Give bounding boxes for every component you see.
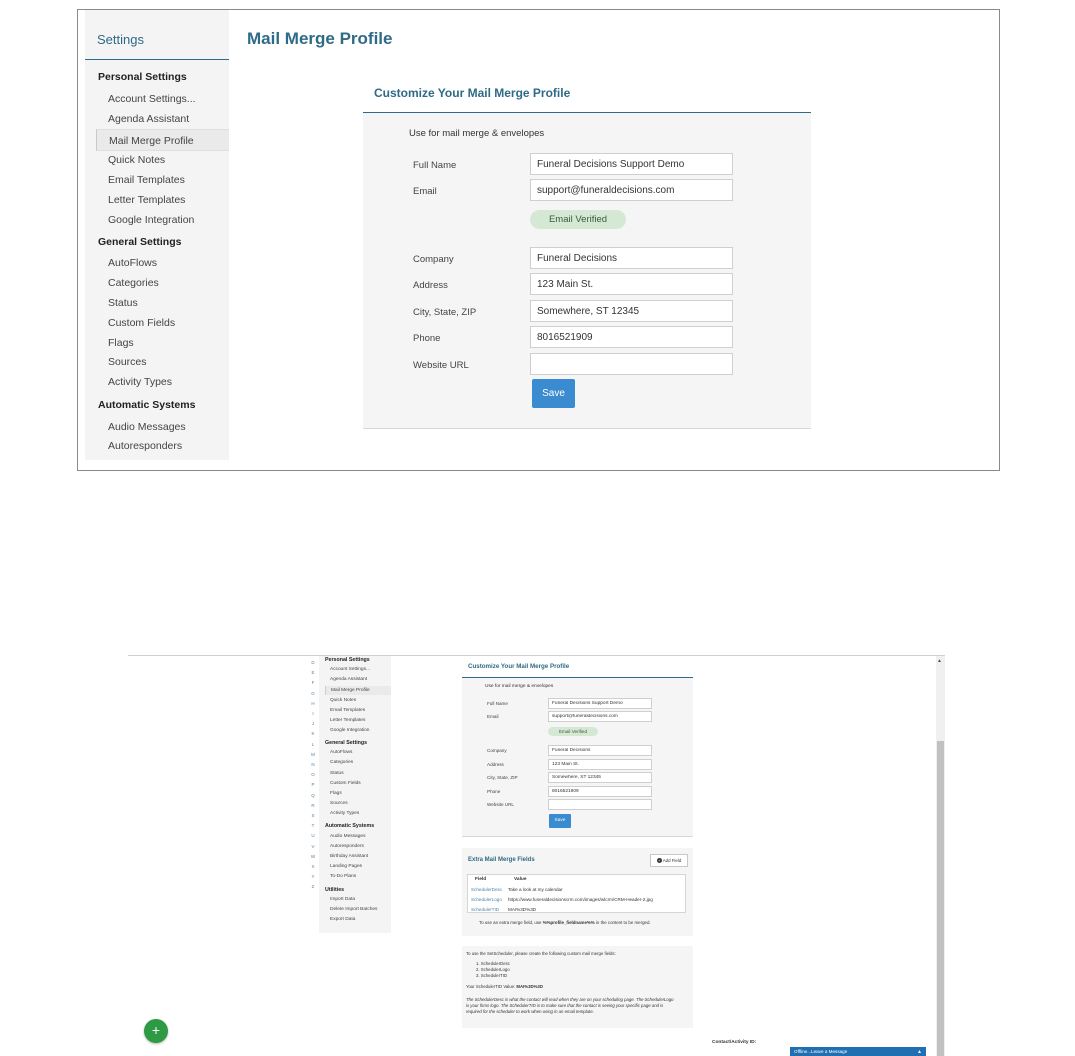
settings-divider <box>85 59 229 60</box>
sidebar-item-categories[interactable]: Categories <box>108 277 159 289</box>
company-label: Company <box>413 254 454 265</box>
info-description: The SchedulerDesc is what the contact will read when they are on your scheduling page. The SchedulerLogo <box>466 997 674 1002</box>
alphabet-letter[interactable]: T <box>311 823 315 829</box>
offline-chat-bar[interactable] <box>790 1047 926 1056</box>
column-header-field: Field <box>475 877 487 882</box>
city-state-zip-label: City, State, ZIP <box>487 775 518 780</box>
alphabet-letter[interactable]: P <box>311 782 315 788</box>
address-label: Address <box>413 280 448 291</box>
alphabet-letter[interactable]: K <box>311 731 315 737</box>
plus-icon: + <box>658 858 661 864</box>
section-automatic-systems: Automatic Systems <box>325 823 375 829</box>
sidebar-item-categories[interactable]: Categories <box>330 760 354 765</box>
sidebar-item-mail-merge-profile[interactable]: Mail Merge Profile <box>325 686 391 695</box>
email-verified-badge: Email Verified <box>530 210 626 229</box>
sidebar-item-google-integration[interactable]: Google Integration <box>330 728 370 733</box>
form-subtitle: Use for mail merge & envelopes <box>485 684 554 689</box>
mail-merge-form <box>363 113 811 429</box>
address-label: Address <box>487 762 504 767</box>
note-code: %%profile_fieldname%% <box>542 920 595 925</box>
email-label: Email <box>487 714 499 719</box>
extra-fields-table <box>467 874 686 913</box>
city-state-zip-input[interactable] <box>530 300 733 322</box>
sidebar-item-autoresponders[interactable]: Autoresponders <box>108 440 183 452</box>
note-text-pre: To use an extra merge field, use <box>479 920 542 925</box>
field-link[interactable]: SchedulerDesc <box>471 887 503 892</box>
sidebar-item-mail-merge-profile[interactable]: Mail Merge Profile <box>96 129 229 151</box>
field-value: Take a look at my calendar <box>508 887 563 892</box>
section-automatic-systems: Automatic Systems <box>98 399 196 411</box>
address-input[interactable] <box>530 273 733 295</box>
section-personal-settings: Personal Settings <box>325 657 370 663</box>
scrollbar-thumb[interactable] <box>937 741 944 1056</box>
alphabet-letter[interactable]: G <box>311 690 315 696</box>
sidebar-item-delete-import-batches[interactable]: Delete Import Batches <box>330 907 378 912</box>
field-link[interactable]: SchedulerTID <box>471 907 500 912</box>
sidebar-item-activity-types[interactable]: Activity Types <box>108 376 172 388</box>
sidebar-item-letter-templates[interactable]: Letter Templates <box>330 718 366 723</box>
sidebar-item-custom-fields[interactable]: Custom Fields <box>330 781 361 786</box>
section-personal-settings: Personal Settings <box>98 71 187 83</box>
info-description: required for the scheduler to work when using in an email template. <box>466 1009 594 1014</box>
tid-value: MAI%3D%3D <box>516 984 543 989</box>
section-general-settings: General Settings <box>98 236 182 248</box>
scheduler-info-panel <box>462 946 693 1028</box>
settings-sidebar <box>85 10 229 460</box>
company-input[interactable] <box>548 745 652 756</box>
column-header-value: Value <box>514 877 527 882</box>
sidebar-item-quick-notes[interactable]: Quick Notes <box>330 698 357 703</box>
email-verified-badge: Email Verified <box>548 727 598 736</box>
sidebar-item-autoflows[interactable]: AutoFlows <box>108 257 158 269</box>
sidebar-item-sources[interactable]: Sources <box>330 801 348 806</box>
sidebar-item-landing-pages[interactable]: Landing Pages <box>330 864 363 869</box>
phone-label: Phone <box>487 789 501 794</box>
field-value: https://www.funeraldecisionscrm.com/images/wlcrm/CRM-Header-2.jpg <box>508 897 653 902</box>
info-line: To use the SetScheduler, please create the following custom mail merge fields: <box>466 951 616 956</box>
settings-sidebar-small <box>319 656 391 933</box>
info-list-item: 2. SchedulerLogo <box>476 967 510 972</box>
email-label: Email <box>413 186 437 197</box>
alphabet-letter[interactable]: M <box>311 751 315 757</box>
alphabet-letter[interactable]: X <box>311 864 315 870</box>
sidebar-item-status[interactable]: Status <box>330 771 344 776</box>
extra-fields-note <box>479 920 651 925</box>
settings-title: Settings <box>97 32 144 47</box>
sidebar-item-account-settings[interactable]: Account Settings... <box>108 93 196 105</box>
bottom-screenshot <box>128 655 945 1056</box>
website-url-label: Website URL <box>487 802 514 807</box>
sidebar-item-autoflows[interactable]: AutoFlows <box>330 750 353 755</box>
alphabet-letter[interactable]: Q <box>311 792 315 798</box>
sidebar-item-letter-templates[interactable]: Letter Templates <box>108 194 186 206</box>
field-link[interactable]: SchedulerLogo <box>471 897 502 902</box>
info-description: is your firms logo. The SchedulerTID is to make sure that the contact is seeing your specific page and is <box>466 1003 664 1008</box>
extra-merge-fields-panel <box>462 848 693 936</box>
sidebar-item-agenda-assistant[interactable]: Agenda Assistant <box>108 113 190 125</box>
sidebar-item-status[interactable]: Status <box>108 297 138 309</box>
alphabet-index <box>309 658 317 893</box>
company-input[interactable] <box>530 247 733 269</box>
sidebar-item-audio-messages[interactable]: Audio Messages <box>108 421 186 433</box>
sidebar-item-custom-fields[interactable]: Custom Fields <box>108 317 176 329</box>
extra-fields-title: Extra Mail Merge Fields <box>468 857 535 863</box>
save-button[interactable]: Save <box>532 379 575 408</box>
mail-merge-form-small <box>462 678 693 837</box>
address-input[interactable] <box>548 759 652 770</box>
alphabet-letter[interactable]: Y <box>311 874 315 880</box>
email-input[interactable] <box>530 179 733 201</box>
alphabet-letter[interactable]: I <box>312 711 314 717</box>
alphabet-letter[interactable]: F <box>311 680 315 686</box>
full-name-label: Full Name <box>487 701 508 706</box>
info-list-item: 3. SchedulerTID <box>476 973 508 978</box>
sidebar-item-email-templates[interactable]: Email Templates <box>330 708 366 713</box>
alphabet-letter[interactable]: J <box>311 721 315 727</box>
contact-activity-id-label: Contact/Activity ID: <box>712 1040 757 1045</box>
website-url-label: Website URL <box>413 360 469 371</box>
sidebar-item-sources[interactable]: Sources <box>108 356 147 368</box>
sidebar-item-agenda-assistant[interactable]: Agenda Assistant <box>330 677 368 682</box>
add-field-label: Add Field <box>662 858 682 863</box>
sidebar-item-import-data[interactable]: Import Data <box>330 897 356 902</box>
sidebar-item-google-integration[interactable]: Google Integration <box>108 214 195 226</box>
add-field-button[interactable] <box>650 854 688 867</box>
page-title: Mail Merge Profile <box>247 29 393 48</box>
tid-label: Your SchedulerTID Value: <box>466 984 516 989</box>
scroll-up-icon[interactable]: ▲ <box>937 658 942 664</box>
sidebar-item-export-data[interactable]: Export Data <box>330 917 356 922</box>
phone-input[interactable] <box>530 326 733 348</box>
company-label: Company <box>487 748 507 753</box>
sidebar-item-to-do-plans[interactable]: To-Do Plans <box>330 874 357 879</box>
alphabet-letter[interactable]: V <box>311 843 315 849</box>
full-name-label: Full Name <box>413 160 457 171</box>
table-row <box>468 904 685 915</box>
tid-line <box>466 984 543 989</box>
sidebar-item-flags[interactable]: Flags <box>108 337 134 349</box>
info-list-item: 1. SchedulerDesc <box>476 961 510 966</box>
website-url-input[interactable] <box>548 799 652 810</box>
full-name-input[interactable] <box>530 153 733 175</box>
scrollbar[interactable] <box>936 656 945 1056</box>
sidebar-item-quick-notes[interactable]: Quick Notes <box>108 154 166 166</box>
email-input[interactable] <box>548 711 652 722</box>
phone-label: Phone <box>413 333 441 344</box>
sidebar-item-activity-types[interactable]: Activity Types <box>330 811 360 816</box>
sidebar-item-account-settings[interactable]: Account Settings... <box>330 667 370 672</box>
alphabet-letter[interactable]: D <box>311 660 315 665</box>
website-url-input[interactable] <box>530 353 733 375</box>
alphabet-letter[interactable]: N <box>311 762 315 768</box>
form-subtitle: Use for mail merge & envelopes <box>409 128 545 139</box>
save-button[interactable]: Save <box>549 814 571 828</box>
sidebar-item-audio-messages[interactable]: Audio Messages <box>330 834 366 839</box>
alphabet-letter[interactable]: L <box>311 741 315 747</box>
alphabet-letter[interactable]: W <box>310 853 316 859</box>
alphabet-letter[interactable]: U <box>311 833 315 839</box>
chevron-up-icon: ▲ <box>917 1049 922 1055</box>
alphabet-letter[interactable]: H <box>311 700 315 706</box>
alphabet-letter[interactable]: S <box>311 813 315 819</box>
add-plus-icon[interactable]: + <box>144 1019 168 1043</box>
city-state-zip-input[interactable] <box>548 772 652 783</box>
section-utilities: Utilities <box>325 887 345 893</box>
alphabet-letter[interactable]: E <box>311 670 315 676</box>
city-state-zip-label: City, State, ZIP <box>413 307 477 318</box>
full-name-input[interactable] <box>548 698 652 709</box>
sidebar-item-autoresponders[interactable]: Autoresponders <box>330 844 364 849</box>
alphabet-letter[interactable]: R <box>311 802 315 808</box>
section-general-settings: General Settings <box>325 740 368 746</box>
panel-title: Customize Your Mail Merge Profile <box>468 663 570 670</box>
alphabet-letter[interactable]: Z <box>311 884 315 890</box>
sidebar-item-email-templates[interactable]: Email Templates <box>108 174 185 186</box>
top-screenshot <box>77 9 1000 471</box>
sidebar-item-flags[interactable]: Flags <box>330 791 342 796</box>
sidebar-item-birthday-assistant[interactable]: Birthday Assistant <box>330 854 369 859</box>
panel-title: Customize Your Mail Merge Profile <box>374 86 571 100</box>
alphabet-letter[interactable]: O <box>311 772 315 778</box>
note-text-post: in the content to be merged. <box>595 920 651 925</box>
offline-chat-label: Offline...Leave a Message <box>794 1049 848 1054</box>
phone-input[interactable] <box>548 786 652 797</box>
field-value: MAI%3D%3D <box>508 907 537 912</box>
